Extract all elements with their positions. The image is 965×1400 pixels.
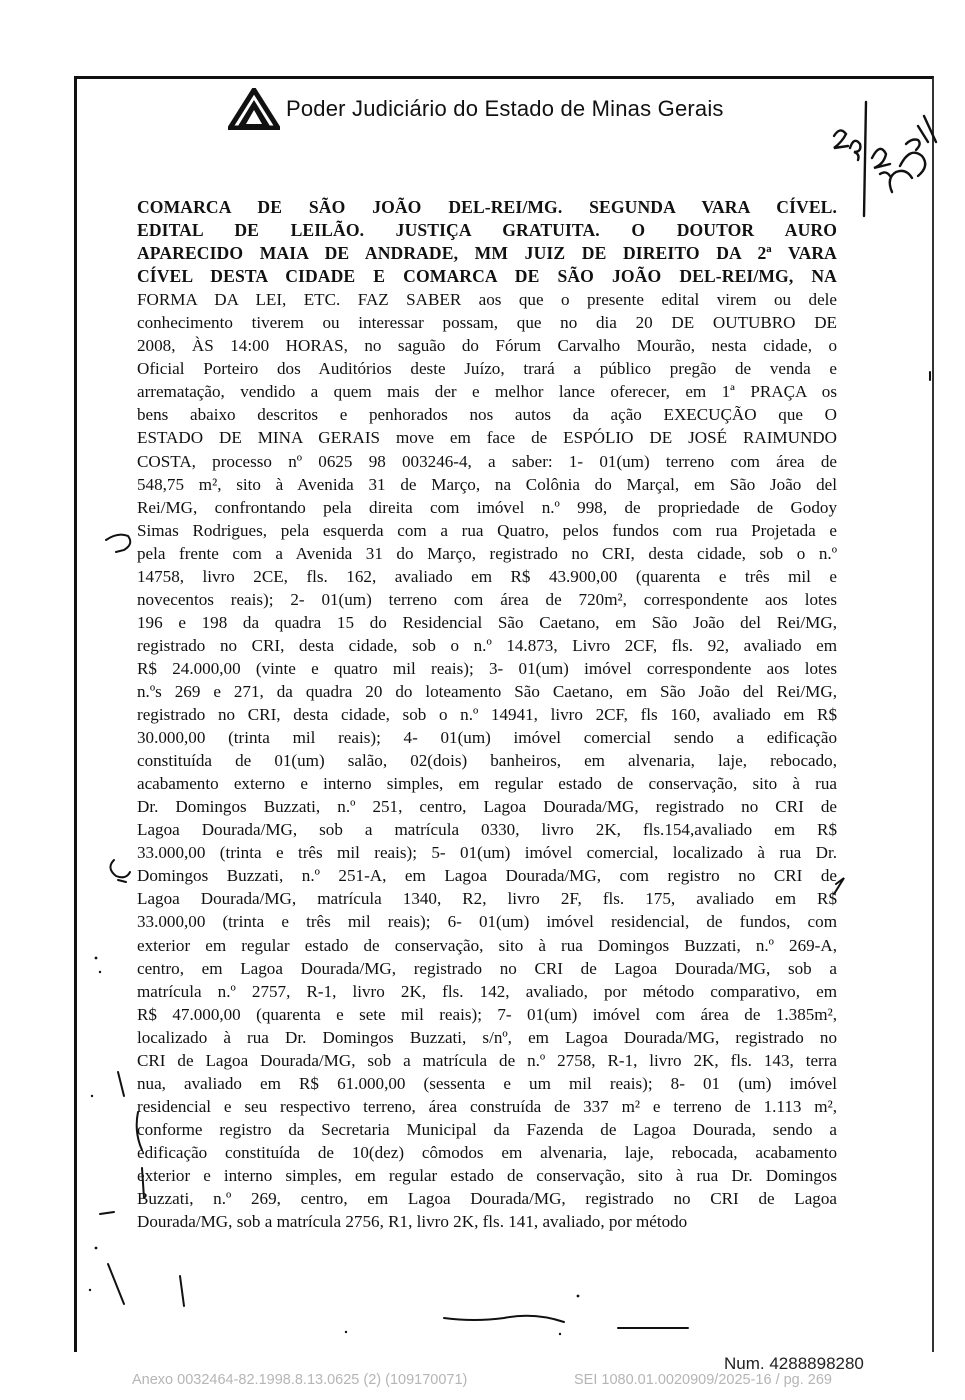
text-line: COSTA, processo nº 0625 98 003246-4, a saber: 1- 01(um) terreno com área de — [137, 451, 837, 471]
text-line: exterior e interno simples, em regular estado de conservação, sito à rua Dr. Domingos — [137, 1165, 837, 1185]
handwritten-folio-mark — [820, 96, 940, 236]
text-line: Lagoa Dourada/MG, matrícula 1340, R2, livro 2F, fls. 175, avaliado em R$ — [137, 889, 837, 909]
text-line: matrícula n.º 2757, R-1, livro 2K, fls. 142, avaliado, por método comparativo, em — [137, 981, 837, 1001]
text-line: conforme registro da Secretaria Municipal da Fazenda de Lagoa Dourada, sendo a — [137, 1119, 837, 1139]
edital-text — [137, 196, 837, 1233]
text-line: Domingos Buzzati, n.º 251-A, em Lagoa Dourada/MG, com registro no CRI de — [137, 866, 837, 886]
text-line: FORMA DA LEI, ETC. FAZ SABER aos que o presente edital virem ou dele — [137, 290, 837, 310]
text-line: centro, em Lagoa Dourada/MG, registrado no CRI de Lagoa Dourada/MG, sob a — [137, 958, 837, 978]
text-line: Buzzati, n.º 269, centro, em Lagoa Dourada/MG, registrado no CRI de Lagoa — [137, 1189, 837, 1209]
text-line: R$ 24.000,00 (vinte e quatro mil reais); 3- 01(um) imóvel correspondente aos lotes — [137, 658, 837, 678]
document-number: Num. 4288898280 — [724, 1354, 864, 1373]
text-line: novecentos reais); 2- 01(um) terreno com área de 720m², correspondente aos lotes — [137, 589, 837, 609]
text-line: 196 e 198 da quadra 15 do Residencial São Caetano, em São João del Rei/MG, — [137, 612, 837, 632]
text-line: EDITAL DE LEILÃO. JUSTIÇA GRATUITA. O DOUTOR AURO — [137, 220, 837, 241]
text-line: n.ºs 269 e 271, da quadra 20 do loteamento São Caetano, em São João del Rei/MG, — [137, 681, 837, 701]
text-line: constituída de 01(um) salão, 02(dois) banheiros, em alvenaria, laje, rebocado, — [137, 751, 837, 771]
text-line: ESTADO DE MINA GERAIS move em face de ESPÓLIO DE JOSÉ RAIMUNDO — [137, 428, 837, 448]
text-line: Simas Rodrigues, pela esquerda com a rua Quatro, pelos fundos com rua Projetada e — [137, 520, 837, 540]
text-line: 14758, livro 2CE, fls. 162, avaliado em R$ 43.900,00 (quarenta e três mil e — [137, 566, 837, 586]
text-line: Oficial Porteiro dos Auditórios deste Juízo, trará a público pregão de venda e — [137, 359, 837, 379]
text-line: pela frente com a Avenida 31 do Março, registrado no CRI, desta cidade, sob o n.º — [137, 543, 837, 563]
document-header — [228, 88, 724, 130]
text-line: Dourada/MG, sob a matrícula 2756, R1, livro 2K, fls. 141, avaliado, por método — [137, 1212, 688, 1232]
text-line: acabamento externo e interno simples, em regular estado de conservação, sito à rua — [137, 774, 837, 794]
triangle-emblem-icon — [228, 88, 280, 130]
text-line: Lagoa Dourada/MG, sob a matrícula 0330, livro 2K, fls.154,avaliado em R$ — [137, 820, 837, 840]
text-line: localizado à rua Dr. Domingos Buzzati, s/nº, em Lagoa Dourada/MG, registrado no — [137, 1027, 837, 1047]
text-line: exterior em regular estado de conservação, sito à rua Domingos Buzzati, n.º 269-A, — [137, 935, 837, 955]
text-line: conhecimento tiverem ou interessar possam, que no dia 20 DE OUTUBRO DE — [137, 313, 837, 333]
footer-metadata — [132, 1372, 832, 1388]
text-line: edificação constituída de 10(dez) cômodos em alvenaria, laje, rebocada, acabamento — [137, 1142, 837, 1162]
text-line: Rei/MG, confrontando pela direita com imóvel n.º 998, de propriedade de Godoy — [137, 497, 837, 517]
text-line: residencial e seu respectivo terreno, área construída de 337 m² e terreno de 1.113 m², — [137, 1096, 837, 1116]
text-line: CRI de Lagoa Dourada/MG, sob a matrícula de n.º 2758, R-1, livro 2K, fls. 143, terra — [137, 1050, 837, 1070]
text-line: 30.000,00 (trinta mil reais); 4- 01(um) imóvel comercial sendo a edificação — [137, 728, 837, 748]
sei-page-reference: SEI 1080.01.0020909/2025-16 / pg. 269 — [574, 1372, 832, 1388]
text-line: 33.000,00 (trinta e três mil reais); 5- 01(um) imóvel comercial, localizado à rua Dr. — [137, 843, 837, 863]
text-line: COMARCA DE SÃO JOÃO DEL-REI/MG. SEGUNDA VARA CÍVEL. — [137, 197, 837, 217]
text-line: CÍVEL DESTA CIDADE E COMARCA DE SÃO JOÃO DEL-REI/MG, NA — [137, 266, 837, 287]
text-line: 2008, ÀS 14:00 HORAS, no saguão do Fórum Carvalho Mourão, nesta cidade, o — [137, 336, 837, 356]
text-line: arrematação, vendido a quem mais der e melhor lance oferecer, em 1ª PRAÇA os — [137, 382, 837, 402]
text-line: Dr. Domingos Buzzati, n.º 251, centro, Lagoa Dourada/MG, registrado no CRI de — [137, 797, 837, 817]
text-line: registrado no CRI, desta cidade, sob o n.º 14.873, Livro 2CF, fls. 92, avaliado em — [137, 635, 837, 655]
text-line: R$ 47.000,00 (quarenta e sete mil reais); 7- 01(um) imóvel com área de 1.385m², — [137, 1004, 837, 1024]
text-line: APARECIDO MAIA DE ANDRADE, MM JUIZ DE DIREITO DA 2ª VARA — [137, 243, 837, 264]
text-line: bens abaixo descritos e penhorados nos autos da ação EXECUÇÃO que O — [137, 405, 837, 425]
text-line: nua, avaliado em R$ 61.000,00 (sessenta e um mil reais); 8- 01 (um) imóvel — [137, 1073, 837, 1093]
court-name: Poder Judiciário do Estado de Minas Gerais — [286, 96, 724, 121]
annex-reference: Anexo 0032464-82.1998.8.13.0625 (2) (109170071) — [132, 1372, 468, 1388]
text-line: 33.000,00 (trinta e três mil reais); 6- 01(um) imóvel residencial, de fundos, com — [137, 912, 837, 932]
text-line: registrado no CRI, desta cidade, sob o n.º 14941, livro 2CF, fls 160, avaliado em R$ — [137, 705, 837, 725]
text-line: 548,75 m², sito à Avenida 31 de Março, na Colônia do Marçal, em São João del — [137, 474, 837, 494]
